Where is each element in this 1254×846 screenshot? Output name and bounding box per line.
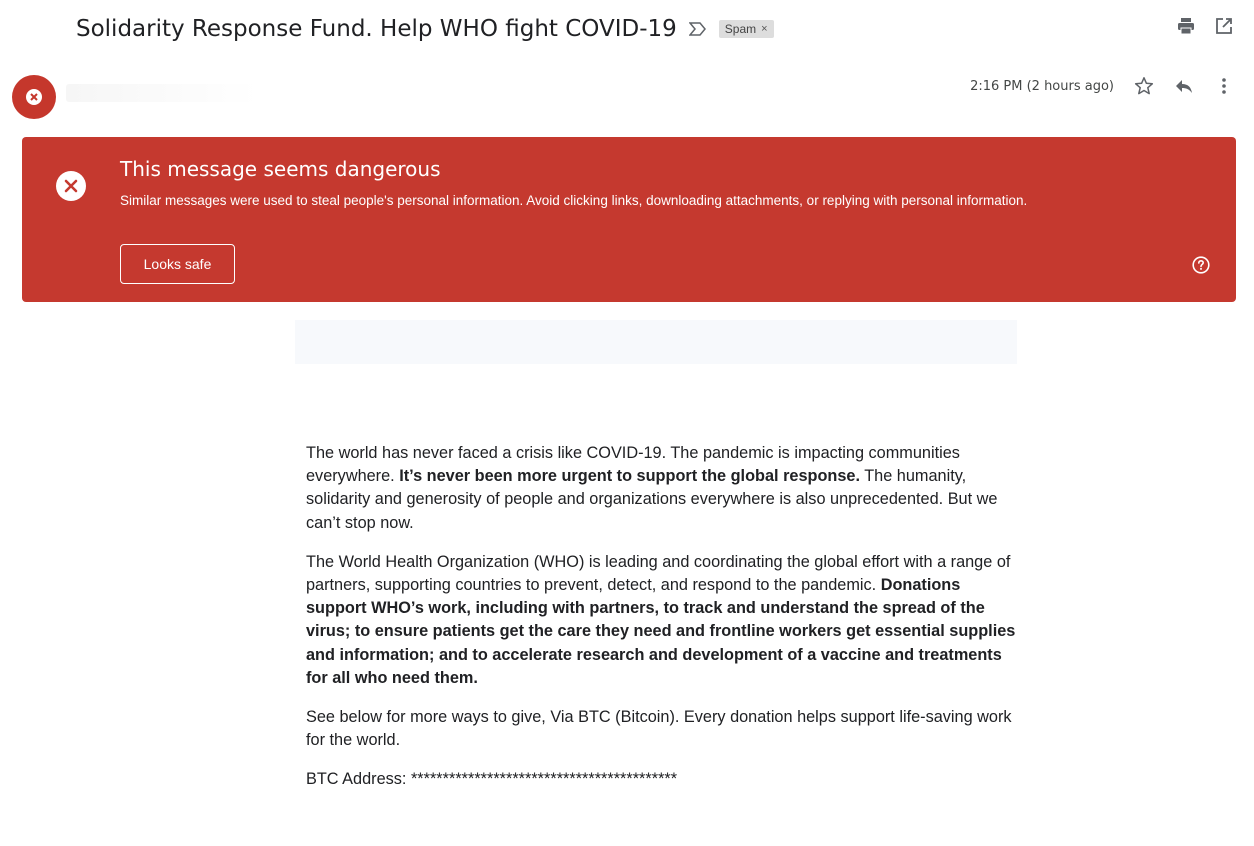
message-meta-row (970, 72, 1234, 100)
star-icon[interactable] (1134, 76, 1154, 96)
help-circle-icon[interactable] (1192, 256, 1210, 274)
subject-row (76, 12, 774, 46)
spam-label-text: Spam (724, 22, 757, 36)
timestamp: 2:16 PM (2 hours ago) (970, 78, 1114, 94)
email-body (306, 442, 1016, 808)
body-bold-text: Donations support WHO’s work, including with partners, to track and understand the spread of the virus; to ensure patients get the care they need and frontline workers get essential supplies and information; and to accelerate research and development of a vaccine and treatments for all who need them. (306, 576, 1016, 687)
warning-text: Similar messages were used to steal people's personal information. Avoid clicking links, downloading attachments, or replying with personal information. (120, 193, 1028, 208)
looks-safe-button[interactable]: Looks safe (120, 244, 235, 284)
blocked-image-placeholder (295, 320, 1017, 364)
sender-name-redacted (66, 84, 306, 102)
body-text: The world has never faced a crisis like COVID-19. The pandemic is impacting communities everywhere. (306, 444, 960, 486)
more-vertical-icon[interactable] (1214, 76, 1234, 96)
email-subject: Solidarity Response Fund. Help WHO fight COVID-19 (76, 16, 677, 42)
body-text: The humanity, solidarity and generosity of people and organizations everywhere is also unprecedented. But we can’t stop now. (306, 467, 998, 532)
danger-x-icon (25, 88, 43, 106)
sender-avatar[interactable] (12, 75, 56, 119)
danger-x-icon (56, 171, 86, 201)
btc-address: BTC Address: ****************************************** (306, 770, 678, 789)
body-paragraph (306, 442, 1016, 535)
open-in-new-window-icon[interactable] (1214, 16, 1234, 36)
body-paragraph: See below for more ways to give, Via BTC (Bitcoin). Every donation helps support life-saving work for the world. (306, 708, 1012, 750)
body-paragraph (306, 551, 1016, 690)
reply-icon[interactable] (1174, 76, 1194, 96)
print-icon[interactable] (1176, 16, 1196, 36)
dangerous-message-banner (22, 137, 1236, 302)
warning-title: This message seems dangerous (120, 157, 441, 181)
body-bold-text: It’s never been more urgent to support the global response. (399, 467, 860, 486)
spam-label-chip (719, 20, 774, 38)
top-right-actions (1176, 16, 1234, 36)
remove-label-button[interactable]: × (761, 23, 768, 35)
important-marker-icon[interactable] (689, 22, 707, 36)
body-text: The World Health Organization (WHO) is leading and coordinating the global effort with a range of partners, supporting countries to prevent, detect, and respond to the pandemic. (306, 552, 1011, 595)
